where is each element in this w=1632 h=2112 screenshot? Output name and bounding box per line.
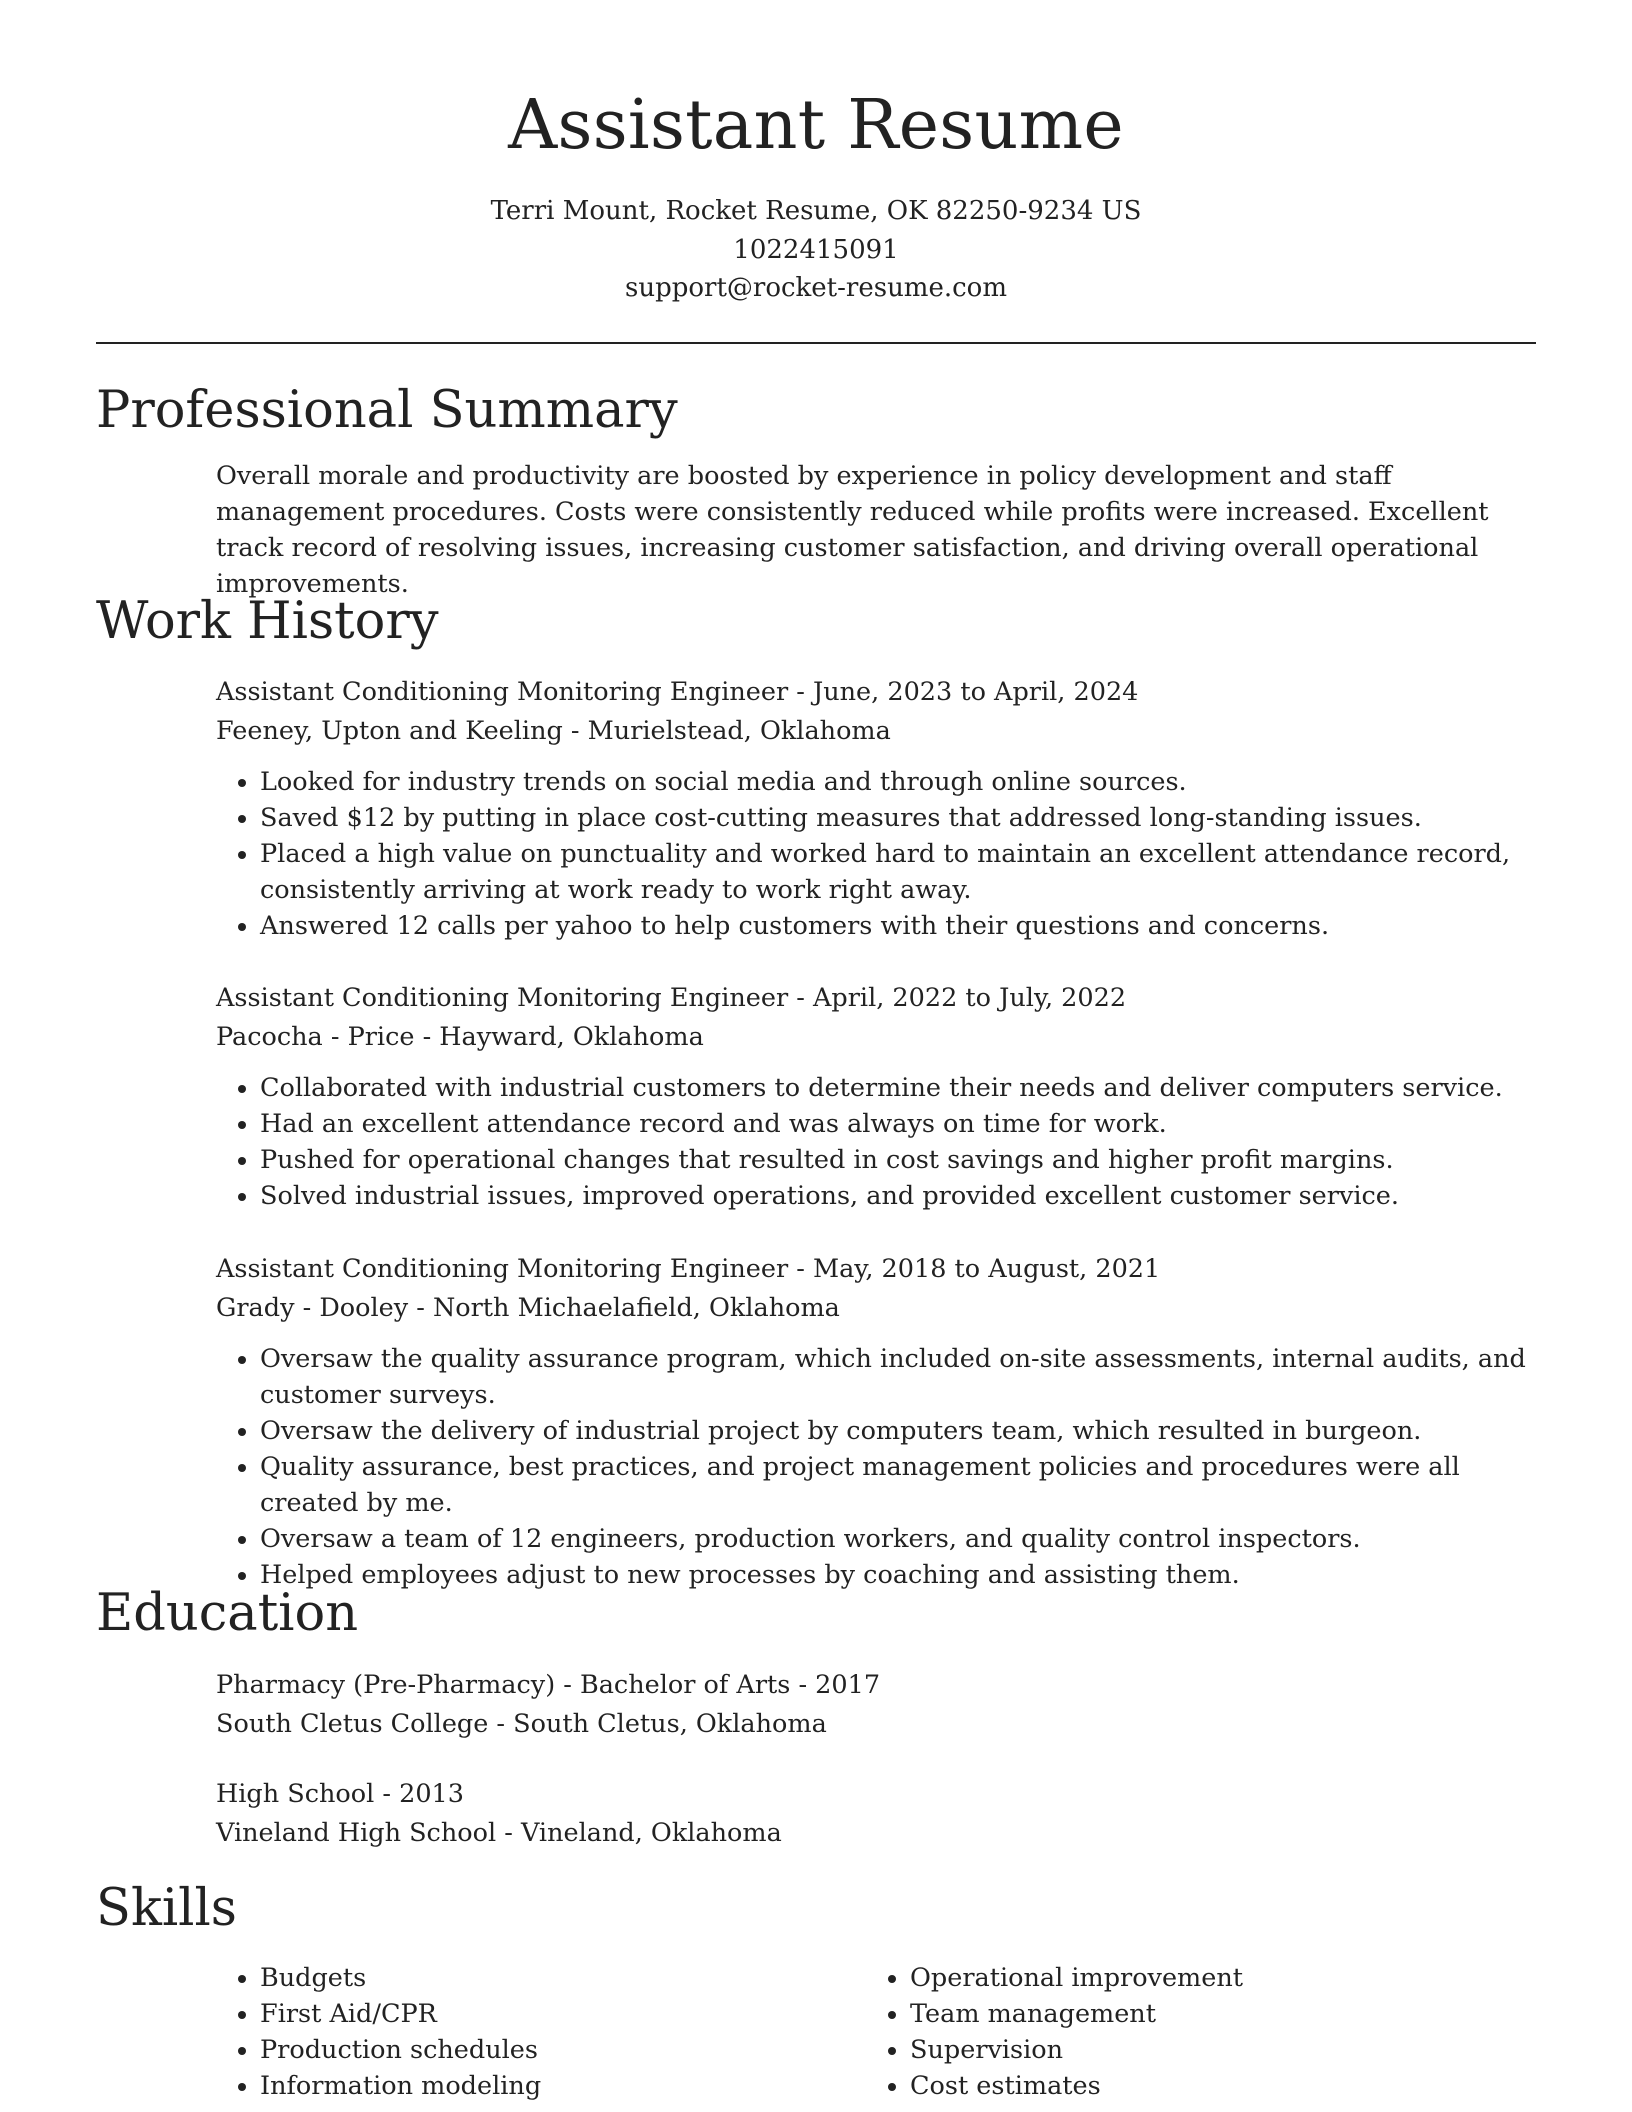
resume-title: Assistant Resume bbox=[508, 86, 1124, 165]
summary-heading: Professional Summary bbox=[96, 381, 678, 440]
skills-list bbox=[216, 1960, 856, 2104]
school-name: South Cletus College bbox=[216, 1708, 489, 1739]
job-duty-item: • Collaborated with industrial customers to determine their needs and deliver computers service. bbox=[260, 1070, 1536, 1106]
skill-item: • Cost estimates bbox=[910, 2068, 1506, 2104]
job-duty-item: • Saved $12 by putting in place cost-cutting measures that addressed long-standing issues. bbox=[260, 800, 1536, 836]
job-location: - Hayward, Oklahoma bbox=[414, 1021, 704, 1052]
contact-email: support@rocket-resume.com bbox=[624, 273, 1007, 303]
job-company: Feeney, Upton and Keeling bbox=[216, 715, 563, 746]
job-dates: - April, 2022 to July, 2022 bbox=[788, 983, 1127, 1013]
job-company-line bbox=[216, 1289, 1536, 1328]
job-duty-item: • Oversaw the quality assurance program, which included on-site assessments, internal audits, and customer surveys. bbox=[260, 1341, 1536, 1413]
skill-item: • Operational improvement bbox=[910, 1960, 1506, 1996]
skill-item: • Budgets bbox=[260, 1960, 856, 1996]
degree-name: Pharmacy (Pre-Pharmacy) - Bachelor of Arts bbox=[216, 1670, 791, 1700]
school-name: Vineland High School bbox=[216, 1817, 497, 1848]
job-title: Assistant Conditioning Monitoring Engineer bbox=[216, 983, 789, 1013]
skills-column-right bbox=[866, 1960, 1506, 2104]
contact-phone: 1022415091 bbox=[733, 234, 899, 265]
job-duty-item: • Oversaw a team of 12 engineers, production workers, and quality control inspectors. bbox=[260, 1521, 1536, 1557]
school-location: - South Cletus, Oklahoma bbox=[488, 1708, 827, 1739]
job-entry bbox=[216, 979, 1536, 1214]
job-title-line bbox=[216, 1250, 1536, 1289]
skills-list bbox=[866, 1960, 1506, 2104]
work-history-heading: Work History bbox=[96, 592, 439, 651]
skills-heading: Skills bbox=[96, 1879, 237, 1938]
job-company: Grady - Dooley bbox=[216, 1292, 409, 1323]
skills-column-left bbox=[216, 1960, 856, 2104]
job-duty-item: • Helped employees adjust to new processes by coaching and assisting them. bbox=[260, 1557, 1536, 1593]
job-duty-item: • Placed a high value on punctuality and worked hard to maintain an excellent attendance record, consistently arriving at work ready to work right away. bbox=[260, 836, 1536, 908]
skill-item: • Production schedules bbox=[260, 2032, 856, 2068]
degree-year: - 2013 bbox=[374, 1779, 465, 1809]
job-entry bbox=[216, 1250, 1536, 1593]
degree-year: - 2017 bbox=[790, 1670, 881, 1700]
skill-item: • Team management bbox=[910, 1996, 1506, 2032]
job-dates: - June, 2023 to April, 2024 bbox=[788, 677, 1139, 707]
job-duties bbox=[216, 1341, 1536, 1593]
skill-item: • First Aid/CPR bbox=[260, 1996, 856, 2032]
job-duties bbox=[216, 1070, 1536, 1214]
job-duty-item: • Oversaw the delivery of industrial project by computers team, which resulted in burgeon. bbox=[260, 1413, 1536, 1449]
job-title: Assistant Conditioning Monitoring Engineer bbox=[216, 677, 789, 707]
education-entry bbox=[216, 1775, 1536, 1852]
job-duty-item: • Solved industrial issues, improved operations, and provided excellent customer service. bbox=[260, 1178, 1536, 1214]
skill-item: • Information modeling bbox=[260, 2068, 856, 2104]
job-duty-item: • Pushed for operational changes that resulted in cost savings and higher profit margins. bbox=[260, 1142, 1536, 1178]
job-title: Assistant Conditioning Monitoring Engineer bbox=[216, 1254, 789, 1284]
job-title-line bbox=[216, 673, 1536, 712]
skill-item: • Supervision bbox=[910, 2032, 1506, 2068]
job-company: Pacocha - Price bbox=[216, 1021, 415, 1052]
job-duty-item: • Looked for industry trends on social media and through online sources. bbox=[260, 764, 1536, 800]
job-duty-item: • Quality assurance, best practices, and project management policies and procedures were all created by me. bbox=[260, 1449, 1536, 1521]
job-dates: - May, 2018 to August, 2021 bbox=[788, 1254, 1161, 1284]
contact-address: Terri Mount, Rocket Resume, OK 82250-9234 US bbox=[490, 196, 1142, 226]
job-company-line bbox=[216, 1018, 1536, 1057]
contact-info bbox=[96, 192, 1536, 308]
job-location: - North Michaelafield, Oklahoma bbox=[408, 1292, 840, 1323]
header-divider bbox=[96, 342, 1536, 344]
job-entry bbox=[216, 673, 1536, 944]
job-company-line bbox=[216, 712, 1536, 751]
degree-name: High School bbox=[216, 1779, 375, 1809]
job-location: - Murielstead, Oklahoma bbox=[562, 715, 891, 746]
summary-block bbox=[216, 458, 1536, 602]
degree-line bbox=[216, 1775, 1536, 1814]
school-line bbox=[216, 1814, 1536, 1853]
job-duty-item: • Had an excellent attendance record and was always on time for work. bbox=[260, 1106, 1536, 1142]
degree-line bbox=[216, 1666, 1536, 1705]
school-line bbox=[216, 1705, 1536, 1744]
summary-text: Overall morale and productivity are boosted by experience in policy development and staff management procedures. Costs were consistently reduced while profits were increased. Excellent track record of resolving issues, increasing customer satisfaction, and driving overall operational improvements. bbox=[216, 461, 1489, 599]
job-duty-item: • Answered 12 calls per yahoo to help customers with their questions and concerns. bbox=[260, 908, 1536, 944]
education-heading: Education bbox=[96, 1584, 359, 1643]
school-location: - Vineland, Oklahoma bbox=[496, 1817, 782, 1848]
job-title-line bbox=[216, 979, 1536, 1018]
education-entry bbox=[216, 1666, 1536, 1743]
job-duties bbox=[216, 764, 1536, 944]
